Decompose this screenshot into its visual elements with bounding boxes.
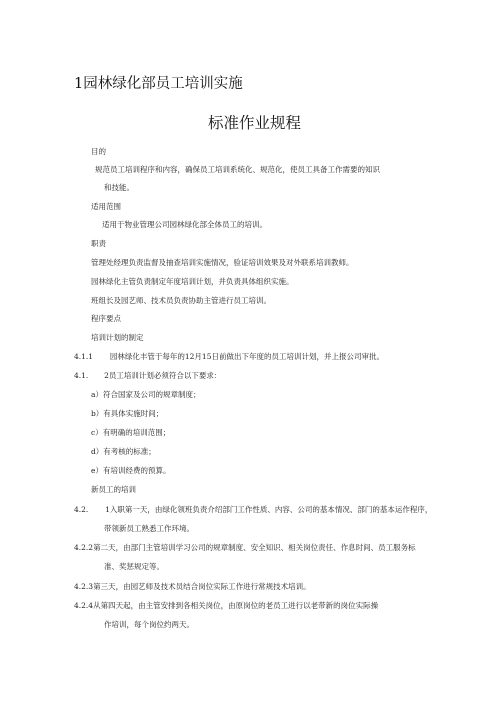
scope-heading: 适用范围 bbox=[91, 202, 121, 211]
item-4-1-2-text: 2员工培训计划必须符合以下要求： bbox=[104, 371, 222, 380]
item-4-1-1-number: 4.1.1 bbox=[74, 352, 94, 361]
list-item: a）符合国家及公司的规章制度； bbox=[91, 390, 201, 399]
item-4-1-2-number: 4.1. bbox=[74, 371, 89, 380]
item-4-2-2: 4.2.2第二天，由部门主管培训学习公司的规章制度、安全知识、相关岗位责任、作息时间、员工服务标 bbox=[74, 543, 416, 552]
duty-heading: 职责 bbox=[91, 239, 106, 248]
new-staff-heading: 新员工的培训 bbox=[91, 485, 136, 494]
item-4-2-1-text: 1入职第一天，由绿化领班负责介绍部门工作性质、内容、公司的基本情况、部门的基本运作程序， bbox=[105, 505, 433, 514]
item-4-1-1 bbox=[74, 352, 384, 362]
purpose-text-line2: 和技能。 bbox=[104, 183, 134, 192]
list-item: d）有考核的标准； bbox=[91, 447, 156, 456]
item-4-1-1-text: 园林绿化丰管于每年的12月15日前做出下年度的员工培训计划，并上报公司审批。 bbox=[109, 352, 384, 361]
duty-text-line3: 班组长及园艺师、技术员负责协助主管进行员工培训。 bbox=[91, 296, 271, 305]
item-4-2-1-text-line2: 带领新员工熟悉工作环境。 bbox=[104, 524, 194, 533]
item-4-2-4: 4.2.4从第四天起，由主管安排到各相关岗位，由原岗位的老员工进行以老带新的岗位实际操 bbox=[74, 601, 379, 610]
item-4-2-4-text-line2: 作培训，每个岗位约两天。 bbox=[104, 620, 194, 629]
list-item: e）有培训经费的预算。 bbox=[91, 466, 171, 475]
list-item: b）有具体实施时间； bbox=[91, 409, 164, 418]
purpose-heading: 目的 bbox=[91, 147, 106, 156]
item-4-2-3: 4.2.3第三天，由园艺师及技术员结合岗位实际工作进行常规技术培训。 bbox=[74, 582, 311, 591]
duty-text-line1: 管理处经理负责监督及抽查培训实施情况，验证培训效果及对外联系培训教师。 bbox=[91, 258, 354, 267]
key-points-heading: 程序要点 bbox=[91, 314, 121, 323]
list-item: c）有明确的培训范围； bbox=[91, 428, 171, 437]
document-title-line1: 1园林绿化部员工培训实施 bbox=[74, 76, 243, 92]
item-4-2-1-number: 4.2. bbox=[74, 505, 89, 514]
duty-text-line2: 园林绿化主管负责制定年度培训计划，并负责具体组织实施。 bbox=[91, 277, 294, 286]
scope-text: 适用于物业管理公司园林绿化部全体员工的培训。 bbox=[102, 220, 267, 229]
item-4-2-2-text-line2: 准、奖惩规定等。 bbox=[104, 562, 164, 571]
item-4-1-2 bbox=[74, 371, 221, 381]
item-4-2-1 bbox=[74, 505, 432, 515]
document-title-line2: 标准作业规程 bbox=[208, 114, 302, 132]
purpose-text-line1: 规范员工培训程序和内容，确保员工培训系统化、规范化，使员工具备工作需要的知识 bbox=[95, 165, 380, 174]
plan-heading: 培训计划的制定 bbox=[91, 333, 144, 342]
